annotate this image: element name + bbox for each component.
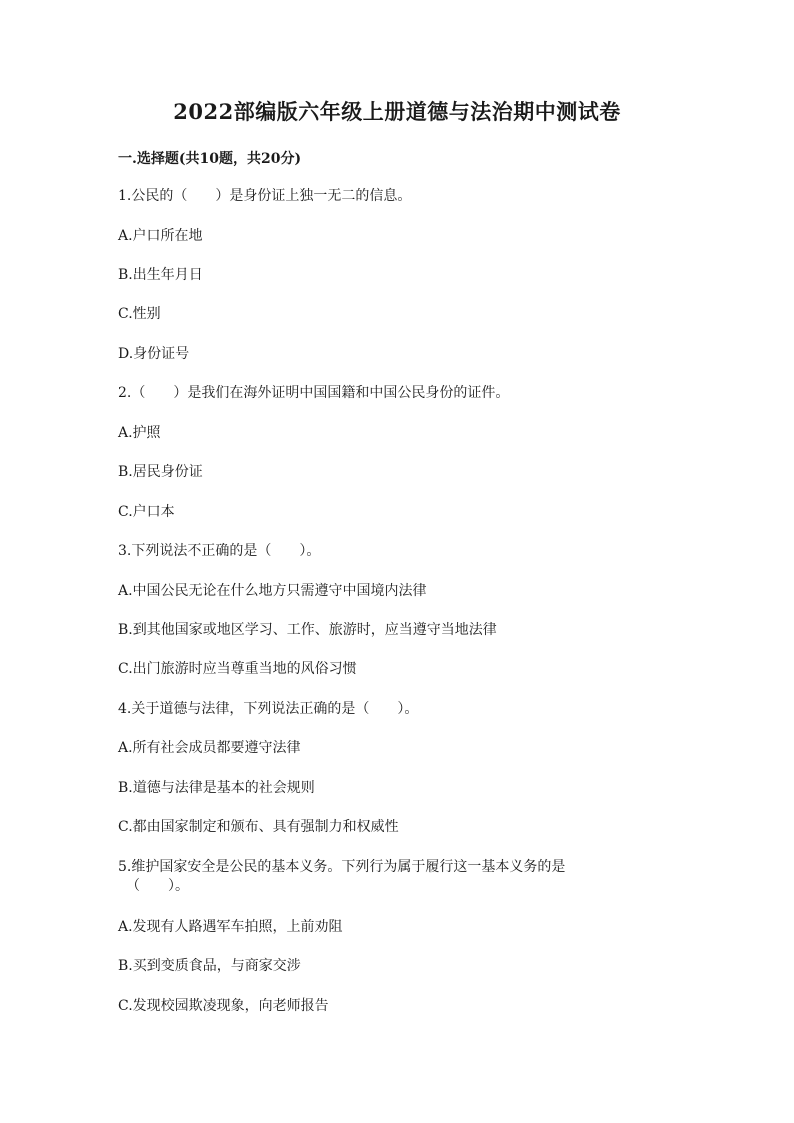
question-1-option-a: A.户口所在地: [118, 228, 203, 244]
question-4-stem: 4.关于道德与法律，下列说法正确的是（ ）。: [118, 701, 419, 717]
question-2-option-c: C.户口本: [118, 504, 175, 520]
question-4-option-a: A.所有社会成员都要遵守法律: [118, 740, 301, 756]
question-4-option-c: C.都由国家制定和颁布、具有强制力和权威性: [118, 819, 399, 835]
question-5-stem: 5.维护国家安全是公民的基本义务。下列行为属于履行这一基本义务的是: [118, 859, 566, 875]
question-3-option-b: B.到其他国家或地区学习、工作、旅游时，应当遵守当地法律: [118, 622, 497, 638]
question-5-option-a: A.发现有人路遇军车拍照，上前劝阻: [118, 919, 343, 935]
question-5-stem-continued: （ ）。: [126, 878, 189, 894]
question-3-option-a: A.中国公民无论在什么地方只需遵守中国境内法律: [118, 583, 427, 599]
question-5-option-b: B.买到变质食品，与商家交涉: [118, 958, 301, 974]
section-heading: 一.选择题(共10题，共20分): [118, 151, 302, 167]
question-4-option-b: B.道德与法律是基本的社会规则: [118, 780, 315, 796]
question-5-option-c: C.发现校园欺凌现象，向老师报告: [118, 998, 329, 1014]
question-3-option-c: C.出门旅游时应当尊重当地的风俗习惯: [118, 661, 357, 677]
question-1-stem: 1.公民的（ ）是身份证上独一无二的信息。: [118, 188, 412, 204]
question-2-option-a: A.护照: [118, 425, 161, 441]
question-2-option-b: B.居民身份证: [118, 464, 203, 480]
question-2-stem: 2.（ ）是我们在海外证明中国国籍和中国公民身份的证件。: [118, 385, 510, 401]
question-3-stem: 3.下列说法不正确的是（ ）。: [118, 543, 321, 559]
question-1-option-b: B.出生年月日: [118, 267, 203, 283]
question-1-option-c: C.性别: [118, 306, 161, 322]
exam-title: 2022部编版六年级上册道德与法治期中测试卷: [173, 99, 621, 124]
question-1-option-d: D.身份证号: [118, 346, 190, 362]
